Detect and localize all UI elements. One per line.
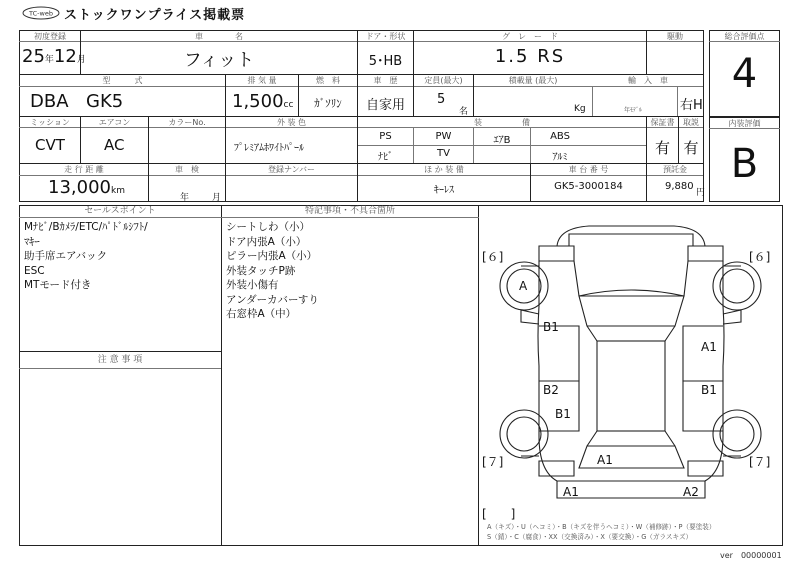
color-no-label: カラーNo. [168,118,206,127]
tail-right [688,461,723,476]
headlight-right [688,246,723,261]
total-score: 4 [731,51,758,97]
version-label: ver 00000001 [720,551,782,560]
wheel-rear-right-icon [713,410,761,458]
deposit: 9,880 [665,181,694,192]
equipment-label: 装 備 [474,118,530,127]
drive [647,50,703,72]
car-name-label: 車 名 [195,32,243,41]
door-label: ドア・形状 [365,32,406,41]
note-line: シートしわ（小） [226,221,310,233]
first-registration [22,46,86,72]
year-unit: 年 [44,55,54,65]
history-label: 車 歴 [373,76,398,85]
other-equip-label: ほ か 装 備 [424,165,464,174]
legend-line-2: S（錆）・C（腐食）・XX（交換済み）・X（要交換）・G（ガラスキズ） [487,533,693,541]
sales-line: 助手席エアバック [24,250,108,262]
load-unit: Kg [574,104,586,114]
spare-tire-label: [ ] [482,507,516,521]
chassis-number: GK5-3000184 [554,181,623,192]
insp-year-unit: 年 [180,193,190,203]
mission: CVT [35,136,65,154]
exterior-label: 外 装 色 [276,118,307,127]
notes-list [226,220,476,322]
plate-label: 登録ナンバー [267,165,316,174]
roof [597,341,665,431]
note-line: ピラー内張A（小） [226,250,318,262]
fuel-label: 燃 料 [316,76,340,85]
equip-navi: ﾅﾋﾞ [378,152,393,163]
right-a-pillar [665,326,675,341]
capacity-unit: 名 [459,107,469,117]
grade-label: グ レ ー ド [502,32,558,41]
manual: 有 [683,139,699,157]
tail-left [539,461,574,476]
model-prefix: DBA [30,91,69,112]
hood [574,261,688,296]
damage-mark: B2 [543,383,559,397]
damage-mark: A1 [701,340,717,354]
damage-diagram [479,206,782,545]
note-line: ドア内張A（小） [226,235,307,248]
sales-line: MTモード付き [24,279,92,291]
windshield [579,290,684,326]
warranty-label: 保証書 [650,118,675,127]
displacement-value: 1,500 [232,91,284,112]
equip-ps: PS [379,131,392,142]
damage-mark: B1 [555,407,571,421]
mileage-value: 13,000 [48,177,111,198]
load-label: 積載量 (最大) [508,76,558,85]
damage-mark: A [519,279,528,293]
damage-mark: A2 [683,485,699,499]
left-outer-panel [521,266,539,456]
other-equipment: ｷｰﾚｽ [434,185,454,196]
sales-line: ESC [24,264,45,277]
tc-web-logo [22,6,60,20]
damage-mark: B1 [701,383,717,397]
note-line: アンダーカバーすり [226,293,319,306]
left-front-door [539,326,579,381]
car-name: フィット [183,50,255,71]
right-c-pillar [665,431,675,446]
left-mirror [521,310,539,324]
equip-alloy: ｱﾙﾐ [552,152,568,163]
damage-mark: B1 [543,320,559,334]
right-mirror [723,310,741,324]
fuel: ｶﾞｿﾘﾝ [314,97,342,110]
left-c-pillar [587,431,597,446]
sales-line: Mﾅﾋﾞ/Bｶﾒﾗ/ETC/ﾊﾟﾄﾞﾙｼﾌﾄ/ [24,221,148,233]
deposit-label: 預託金 [663,165,687,174]
model-year-label: 年ﾓﾃﾞﾙ [624,107,643,114]
door-shape: 5･HB [368,54,403,69]
grade: 1.5 RS [494,46,566,67]
displacement [232,91,298,112]
air-conditioner: AC [104,136,125,154]
wheel-front-right-icon [713,262,761,310]
equip-pw: PW [435,131,452,142]
damage-mark: A1 [563,485,579,499]
manual-label: 取説 [683,118,699,127]
mission-label: ミッション [30,118,70,127]
headlight-left [539,246,574,261]
legend-line-1: A（キズ）・U（ヘコミ）・B（キズを伴うヘコミ）・W（補修跡）・P（要塗装） [487,523,716,531]
note-line: 外装小傷有 [226,279,279,291]
month-unit: 月 [76,55,86,65]
sales-points-list [24,220,220,293]
interior-score-label: 内装評価 [728,119,761,128]
form-title: ストックワンプライス掲載票 [64,8,246,23]
model-code: GK5 [86,91,124,112]
right-outer-panel [723,266,741,456]
svg-text:TC-web: TC-web [29,9,53,18]
chassis-label: 車 台 番 号 [568,165,609,174]
deposit-unit: 円 [696,188,706,198]
model-label: 型 式 [102,76,143,85]
body-outline [538,261,724,481]
damage-mark: A1 [597,453,613,467]
tire-label-front-right: [６] [749,250,771,264]
total-score-label: 総合評価点 [724,32,765,41]
mileage [48,177,148,201]
tire-label-front-left: [６] [482,250,504,264]
interior-score: B [730,141,759,187]
note-line: 外装タッチP跡 [226,264,296,277]
equip-abs: ABS [550,131,570,142]
inspection-label: 車 検 [175,165,199,174]
tire-label-rear-right: [７] [749,455,771,469]
ac-label: エアコン [98,118,131,127]
note-line: 右窓枠A（中） [226,308,297,320]
first-reg-label: 初度登録 [34,32,66,41]
front-bumper-inner [569,234,693,246]
notes-label: 特記事項・不具合箇所 [304,206,395,216]
rear-window [579,446,684,468]
mileage-label: 走 行 距 離 [64,165,104,174]
displacement-unit: cc [283,100,294,110]
warranty: 有 [654,139,670,157]
capacity: 5 [437,92,446,107]
equip-tv: TV [437,148,450,159]
displacement-label: 排 気 量 [247,76,277,85]
car-history: 自家用 [365,98,405,113]
capacity-label: 定員(最大) [424,76,463,85]
mileage-unit: km [110,186,125,196]
tire-label-rear-left: [７] [482,455,504,469]
equip-airbag: ｴｱB [493,135,511,146]
sales-points-label: セールスポイント [84,206,156,216]
front-bumper-outline [557,226,705,246]
sales-line: ﾏｷｰ [24,235,40,248]
import-label: 輸 入 車 [628,76,668,85]
drive-label: 駆動 [667,32,683,41]
left-a-pillar [587,326,597,341]
insp-month-unit: 月 [212,193,222,203]
steering-side: 右H [680,98,703,113]
reg-month: 12 [53,46,77,67]
reg-year: 25 [22,46,45,67]
exterior-color: ﾌﾟﾚﾐｱﾑﾎﾜｲﾄﾊﾟｰﾙ [234,143,304,154]
wheel-rear-left-icon [500,410,548,458]
caution-label: 注 意 事 項 [97,355,143,365]
